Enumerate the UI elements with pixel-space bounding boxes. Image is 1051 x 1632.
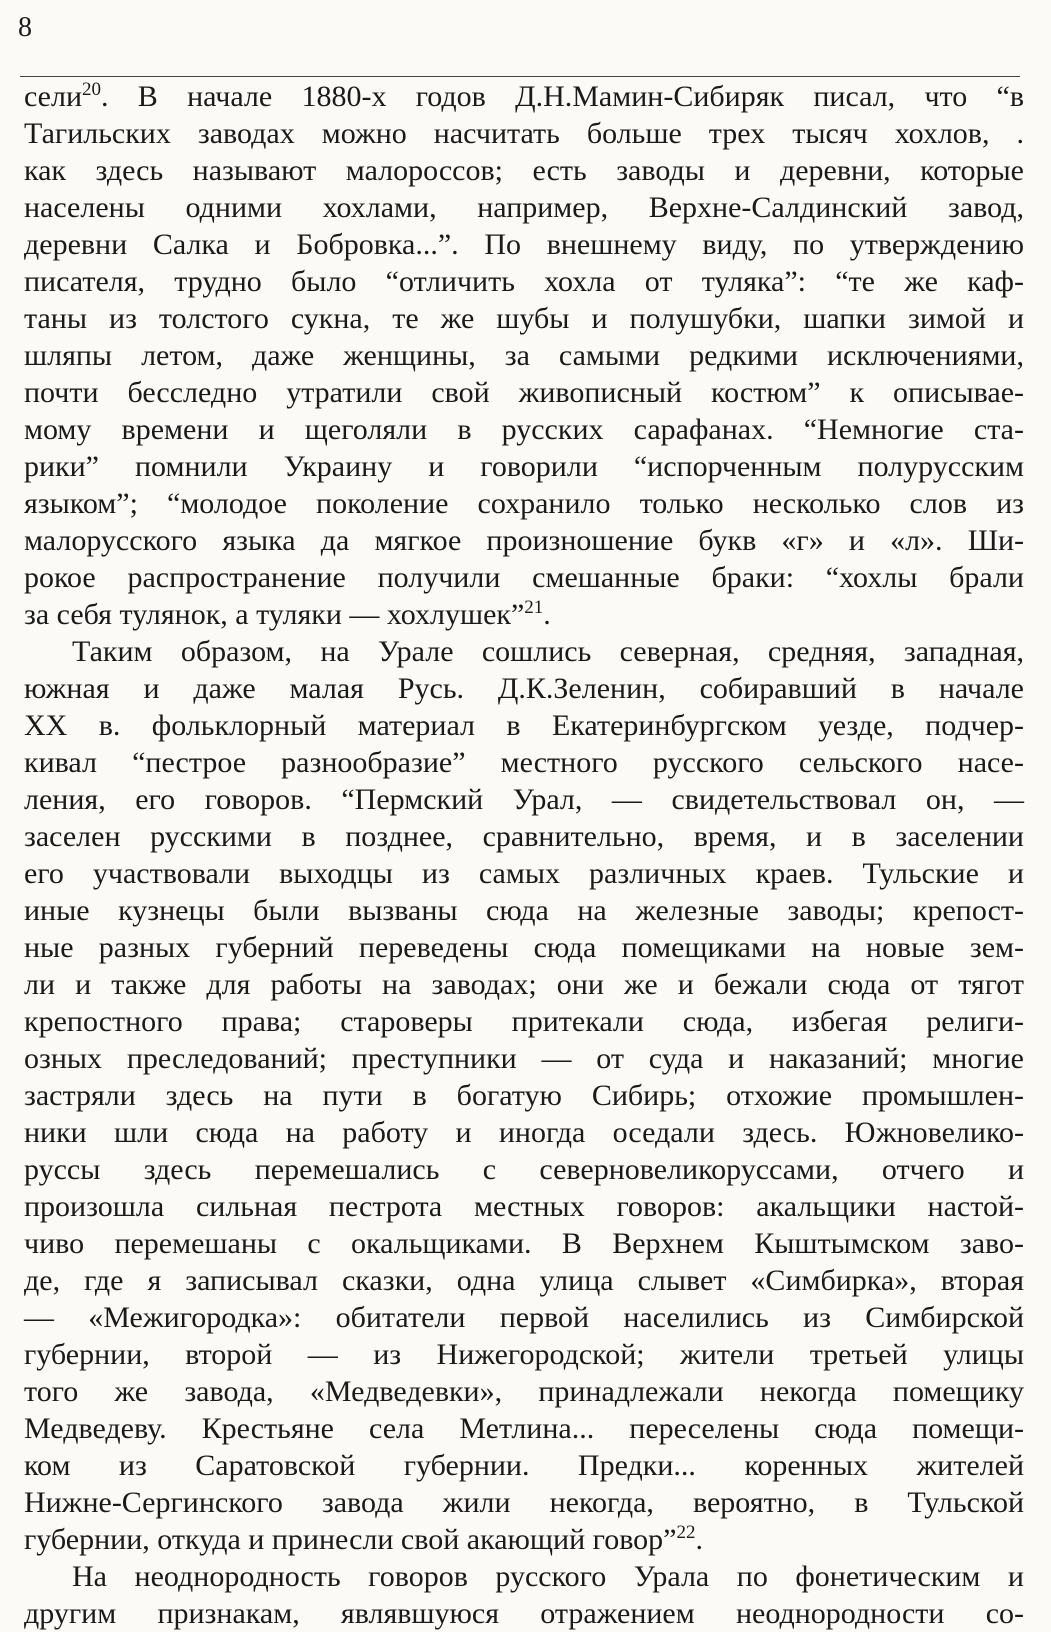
text-line [24, 78, 1024, 115]
text-line: заселен русскими в позднее, сравнительно, время, и в заселении [24, 820, 1024, 853]
line-text: . [695, 1523, 703, 1556]
line-text: сели [24, 80, 83, 113]
text-line: его участвовали выходцы из самых различных краев. Тульские и [24, 857, 1024, 890]
text-line: рики” помнили Украину и говорили “испорченным полурусским [24, 450, 1024, 483]
text-line: Медведеву. Крестьяне села Метлина... переселены сюда помещи- [24, 1412, 1024, 1445]
text-line: того же завода, «Медведевки», принадлежали некогда помещику [24, 1375, 1024, 1408]
text-line: мому времени и щеголяли в русских сарафанах. “Немногие ста- [24, 413, 1024, 446]
text-line: ли и также для работы на заводах; они же и бежали сюда от тягот [24, 968, 1024, 1001]
text-line: кивал “пестрое разнообразие” местного русского сельского насе- [24, 746, 1024, 779]
line-text: . [543, 598, 551, 631]
text-line: — «Межигородка»: обитатели первой населились из Симбирской [24, 1301, 1024, 1334]
text-line: населены одними хохлами, например, Верхне-Салдинский завод, [24, 191, 1024, 224]
text-line: губернии, второй — из Нижегородской; жители третьей улицы [24, 1338, 1024, 1371]
text-line: ники шли сюда на работу и иногда оседали здесь. Южновелико- [24, 1116, 1024, 1149]
paragraph [24, 633, 1024, 1558]
line-text: за себя тулянок, а туляки — хохлушек” [24, 598, 525, 631]
text-line: Таким образом, на Урале сошлись северная, средняя, западная, [72, 635, 1024, 668]
text-line: Нижне-Сергинского завода жили некогда, вероятно, в Тульской [24, 1486, 1024, 1519]
text-line: языком”; “молодое поколение сохранило только несколько слов из [24, 487, 1024, 520]
text-line: писателя, трудно было “отличить хохла от туляка”: “те же каф- [24, 265, 1024, 298]
line-text: . В начале 1880-х годов Д.Н.Мамин-Сибиряк писал, что “в [101, 80, 1024, 113]
text-line: крепостного права; староверы притекали сюда, избегая религи- [24, 1005, 1024, 1038]
text-line: таны из толстого сукна, те же шубы и полушубки, шапки зимой и [24, 302, 1024, 335]
text-line: деревни Салка и Бобровка...”. По внешнему виду, по утверждению [24, 228, 1024, 261]
paragraph [24, 78, 1024, 633]
text-line: На неоднородность говоров русского Урала по фонетическим и [72, 1560, 1024, 1593]
text-line: иные кузнецы были вызваны сюда на железные заводы; крепост- [24, 894, 1024, 927]
text-line: чиво перемешаны с окальщиками. В Верхнем Кыштымском заво- [24, 1227, 1024, 1260]
text-line: южная и даже малая Русь. Д.К.Зеленин, собиравший в начале [24, 672, 1024, 705]
text-line: ления, его говоров. “Пермский Урал, — свидетельствовал он, — [24, 783, 1024, 816]
text-line: застряли здесь на пути в богатую Сибирь; отхожие промышлен- [24, 1079, 1024, 1112]
text-line: шляпы летом, даже женщины, за самыми редкими исключениями, [24, 339, 1024, 372]
text-line: рокое распространение получили смешанные браки: “хохлы брали [24, 561, 1024, 594]
page-number: 8 [18, 12, 32, 43]
text-line: произошла сильная пестрота местных говоров: акальщики настой- [24, 1190, 1024, 1223]
footnote-ref: 22 [676, 1522, 696, 1543]
text-line [24, 596, 1024, 633]
text-line: другим признакам, являвшуюся отражением неоднородности со- [24, 1597, 1024, 1630]
header-rule [20, 76, 1020, 77]
text-line: ком из Саратовской губернии. Предки... коренных жителей [24, 1449, 1024, 1482]
text-line: XX в. фольклорный материал в Екатеринбургском уезде, подчер- [24, 709, 1024, 742]
text-line: ные разных губерний переведены сюда помещиками на новые зем- [24, 931, 1024, 964]
line-text: губернии, откуда и принесли свой акающий говор” [24, 1523, 677, 1556]
text-line: как здесь называют малороссов; есть заводы и деревни, которые [24, 154, 1024, 187]
text-line: малорусского языка да мягкое произношение букв «г» и «л». Ши- [24, 524, 1024, 557]
footnote-ref: 20 [82, 79, 102, 100]
text-line: руссы здесь перемешались с северновеликоруссами, отчего и [24, 1153, 1024, 1186]
text-line: де, где я записывал сказки, одна улица слывет «Симбирка», вторая [24, 1264, 1024, 1297]
text-line: Тагильских заводах можно насчитать больше трех тысяч хохлов, . [24, 117, 1024, 150]
body-text [24, 78, 1024, 1632]
text-line [24, 1521, 1024, 1558]
footnote-ref: 21 [524, 597, 544, 618]
text-line: почти бесследно утратили свой живописный костюм” к описывае- [24, 376, 1024, 409]
paragraph [24, 1558, 1024, 1632]
text-line: озных преследований; преступники — от суда и наказаний; многие [24, 1042, 1024, 1075]
